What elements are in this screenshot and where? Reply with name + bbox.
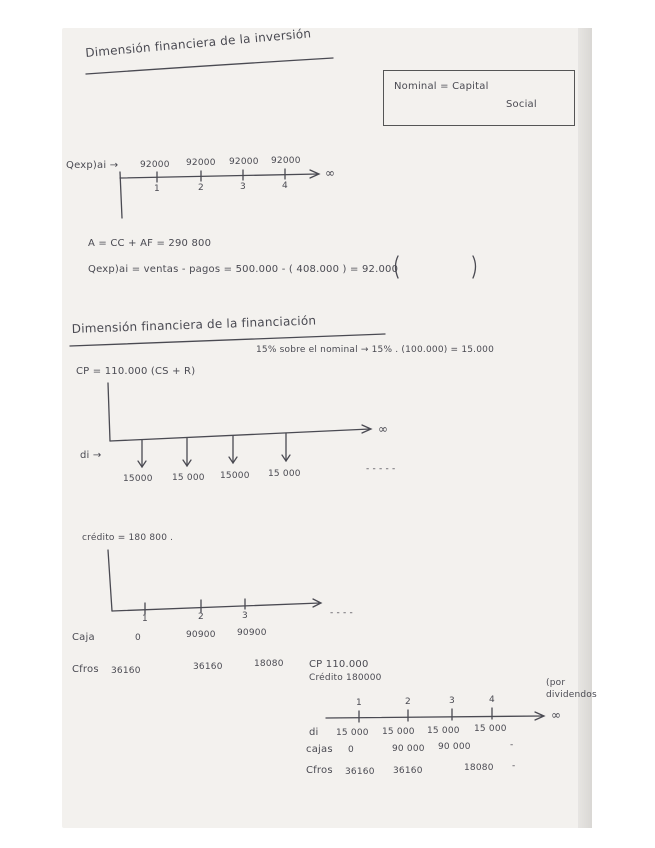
interest-note: 15% sobre el nominal → 15% . (100.000) = 15.000 bbox=[256, 345, 495, 355]
cfros4-value-2: 36160 bbox=[393, 766, 423, 776]
di-ellipsis: - - - - - bbox=[366, 464, 396, 474]
credit-line: Crédito 180000 bbox=[309, 673, 382, 683]
t4-period-3: 3 bbox=[449, 696, 455, 706]
cfros3-value-1: 36160 bbox=[111, 666, 141, 676]
infinity-1: ∞ bbox=[325, 166, 336, 180]
cf-value-3: 92000 bbox=[229, 157, 259, 167]
box-line1: Nominal = Capital bbox=[394, 81, 489, 92]
cfros3-value-2: 36160 bbox=[193, 662, 223, 672]
caja-label: Caja bbox=[72, 632, 95, 643]
period-1: 1 bbox=[154, 184, 160, 194]
equation-qexp: Qexp)ai = ventas - pagos = 500.000 - ( 408.000 ) = 92.000 bbox=[88, 264, 399, 275]
cfros4-value-1: 36160 bbox=[345, 767, 375, 777]
timeline2-axis bbox=[110, 429, 370, 441]
timeline3-vertical bbox=[108, 550, 112, 611]
infinity-4: ∞ bbox=[551, 708, 562, 722]
cajas-value-4: - bbox=[510, 740, 514, 750]
timeline2-vertical bbox=[108, 383, 110, 441]
cfros-label-3: Cfros bbox=[72, 664, 99, 675]
credit-label: crédito = 180 800 . bbox=[82, 533, 174, 543]
cfros4-label: Cfros bbox=[306, 765, 333, 776]
equation-a: A = CC + AF = 290 800 bbox=[88, 238, 212, 249]
period-3: 3 bbox=[240, 182, 246, 192]
t4-period-1: 1 bbox=[356, 698, 362, 708]
paren-close bbox=[473, 256, 476, 278]
cajas-value-1: 0 bbox=[348, 745, 354, 755]
section1-title: Dimensión financiera de la inversión bbox=[84, 26, 312, 61]
di4-label: di bbox=[309, 727, 319, 738]
cf-value-2: 92000 bbox=[186, 158, 216, 168]
di-value-4: 15 000 bbox=[268, 469, 301, 479]
cfros3-value-3: 18080 bbox=[254, 659, 284, 669]
caja-value-1: 0 bbox=[135, 633, 141, 643]
period-4: 4 bbox=[282, 181, 288, 191]
caja-value-2: 90900 bbox=[186, 630, 216, 640]
di-label: di → bbox=[80, 450, 102, 461]
di-value-3: 15000 bbox=[220, 471, 250, 481]
side-note-2: dividendos bbox=[546, 690, 597, 700]
side-note-1: (por bbox=[546, 678, 566, 688]
section2-title: Dimensión financiera de la financiación bbox=[71, 313, 317, 336]
t3-period-3: 3 bbox=[242, 611, 248, 621]
cp-line: CP 110.000 bbox=[309, 659, 369, 670]
cp-label: CP = 110.000 (CS + R) bbox=[76, 366, 196, 377]
cfros4-value-3: 18080 bbox=[464, 763, 494, 773]
cf-value-4: 92000 bbox=[271, 156, 301, 166]
t3-period-2: 2 bbox=[198, 612, 204, 622]
t3-period-1: 1 bbox=[142, 614, 148, 624]
di4-value-2: 15 000 bbox=[382, 727, 415, 737]
di4-value-3: 15 000 bbox=[427, 726, 460, 736]
nominal-box bbox=[383, 70, 575, 126]
t3-ellipsis: - - - - bbox=[330, 608, 353, 618]
timeline3-axis bbox=[112, 603, 320, 611]
infinity-2: ∞ bbox=[378, 422, 389, 436]
t4-period-4: 4 bbox=[489, 695, 495, 705]
cfros4-value-4: - bbox=[512, 761, 516, 771]
di-value-2: 15 000 bbox=[172, 473, 205, 483]
t4-period-2: 2 bbox=[405, 697, 411, 707]
cajas-value-2: 90 000 bbox=[392, 744, 425, 754]
period-2: 2 bbox=[198, 183, 204, 193]
cashflow-label: Qexp)ai → bbox=[66, 160, 119, 171]
timeline1-axis bbox=[120, 174, 318, 178]
cajas-label: cajas bbox=[306, 744, 333, 755]
cf-value-1: 92000 bbox=[140, 160, 170, 170]
di4-value-4: 15 000 bbox=[474, 724, 507, 734]
caja-value-3: 90900 bbox=[237, 628, 267, 638]
timeline1-vertical bbox=[120, 172, 122, 218]
box-line2: Social bbox=[506, 99, 537, 110]
title1-underline bbox=[86, 58, 333, 74]
di-value-1: 15000 bbox=[123, 474, 153, 484]
di4-value-1: 15 000 bbox=[336, 728, 369, 738]
cajas-value-3: 90 000 bbox=[438, 742, 471, 752]
